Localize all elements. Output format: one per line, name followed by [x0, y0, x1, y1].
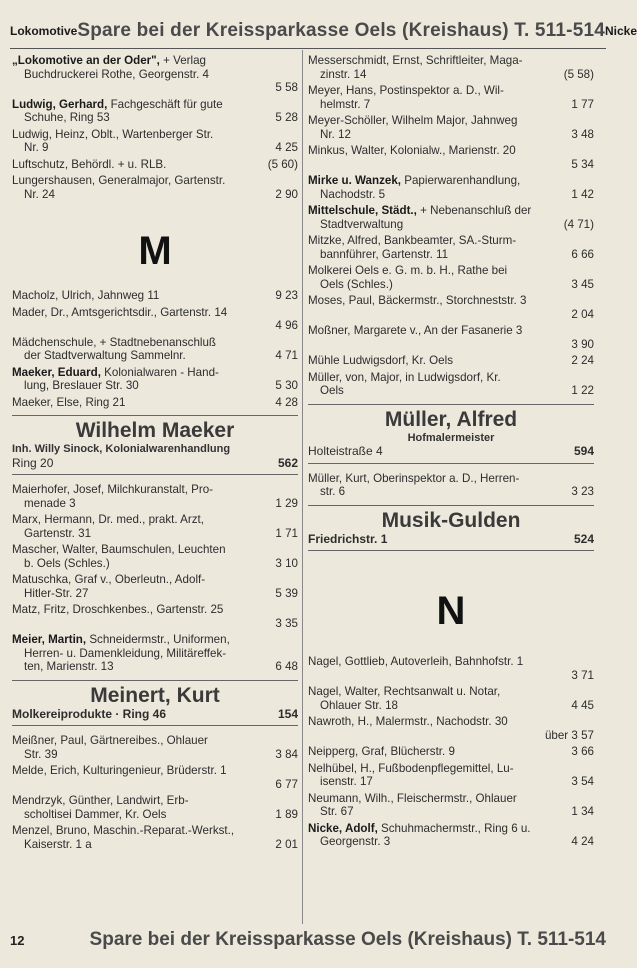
- list-item: Meier, Martin, Schneidermstr., Uniformen, Herren- u. Damenkleidung, Militäreffek- ten, Marienstr. 13 6 48: [12, 633, 298, 673]
- list-item: Neipperg, Graf, Blücherstr. 9 3 66: [308, 745, 594, 758]
- advert-mueller-alfred: [308, 404, 594, 464]
- section-letter-n: N: [436, 589, 466, 633]
- list-item: Macholz, Ulrich, Jahnweg 11 9 23: [12, 289, 298, 302]
- phone-number: 2 01: [275, 837, 298, 851]
- phone-number: (5 58): [563, 67, 594, 81]
- list-item: Mendrzyk, Günther, Landwirt, Erb- scholtisei Dammer, Kr. Oels 1 89: [12, 794, 298, 821]
- advert-address: Ring 20: [12, 455, 54, 470]
- advert-subtitle: Hofmalermeister: [407, 431, 495, 444]
- phone-number: 4 45: [571, 698, 594, 712]
- list-item: Mädchenschule, + Stadtnebenanschluß der Stadtverwaltung Sammelnr. 4 71: [12, 335, 298, 362]
- list-item: Maeker, Else, Ring 21 4 28: [12, 395, 298, 409]
- phone-number: 2 04: [571, 307, 594, 321]
- phone-number: 3 45: [571, 277, 594, 291]
- advert-name: Musik-Gulden: [381, 508, 521, 532]
- phone-number: 154: [277, 706, 298, 721]
- phone-number: 5 28: [275, 111, 298, 124]
- page-number: 12: [10, 932, 25, 948]
- phone-number: 3 57: [571, 728, 594, 742]
- list-item: Müller, von, Major, in Ludwigsdorf, Kr. Oels 1 22: [308, 370, 594, 397]
- phone-number: 1 71: [275, 526, 298, 540]
- advert-address: Holteistraße 4: [308, 444, 383, 458]
- phone-number: 3 90: [571, 337, 594, 351]
- phone-number: (5 60): [267, 157, 298, 171]
- list-item: Melde, Erich, Kulturingenieur, Brüderstr. 1 6 77: [12, 764, 298, 791]
- list-item: Mittelschule, Städt., + Nebenanschluß der Stadtverwaltung (4 71): [308, 204, 594, 231]
- page-header: [10, 14, 637, 49]
- phone-number: 3 71: [571, 668, 594, 682]
- phone-number: 3 48: [571, 127, 594, 141]
- list-item: Neumann, Wilh., Fleischermstr., Ohlauer Str. 67 1 34: [308, 791, 594, 818]
- list-item: Moses, Paul, Bäckermstr., Storchneststr. 3 2 04: [308, 294, 594, 321]
- list-item: Maierhofer, Josef, Milchkuranstalt, Pro- menade 3 1 29: [12, 483, 298, 510]
- list-item: Nelhübel, H., Fußbodenpflegemittel, Lu- isenstr. 17 3 54: [308, 761, 594, 788]
- advert-subtitle: Inh. Willy Sinock, Kolonialwarenhandlung: [12, 443, 231, 455]
- list-item: Maeker, Eduard, Kolonialwaren - Hand- lung, Breslauer Str. 30 5 30: [12, 365, 298, 392]
- right-column: [308, 54, 594, 852]
- phone-number: 562: [277, 455, 298, 470]
- phone-number: 4 25: [275, 141, 298, 154]
- list-item: Molkerei Oels e. G. m. b. H., Rathe bei Oels (Schles.) 3 45: [308, 264, 594, 291]
- phone-number: 2 24: [571, 354, 594, 367]
- list-item: Meyer-Schöller, Wilhelm Major, Jahnweg Nr. 12 3 48: [308, 114, 594, 141]
- phone-number: 524: [573, 531, 594, 546]
- list-item: Mühle Ludwigsdorf, Kr. Oels 2 24: [308, 354, 594, 367]
- column-divider: [302, 50, 303, 924]
- phone-number: 1 34: [571, 805, 594, 818]
- section-letter-m: M: [138, 229, 172, 273]
- phone-number: (4 71): [563, 217, 594, 231]
- phone-number: 5 30: [275, 379, 298, 392]
- advert-musik-gulden: [308, 505, 594, 552]
- list-item: Ludwig, Heinz, Oblt., Wartenberger Str. Nr. 9 4 25: [12, 127, 298, 154]
- list-item: Mader, Dr., Amtsgerichtsdir., Gartenstr. 14 4 96: [12, 305, 298, 332]
- phone-number: 5 39: [275, 586, 298, 600]
- header-advert: Spare bei der Kreissparkasse Oels (Kreishaus) T. 511-514: [77, 20, 605, 41]
- phone-number: 1 77: [571, 97, 594, 111]
- phone-number: 3 23: [571, 485, 594, 498]
- phone-number: 1 29: [275, 496, 298, 510]
- list-item: Minkus, Walter, Kolonialw., Marienstr. 20 5 34: [308, 144, 594, 171]
- phone-number: 4 28: [275, 395, 298, 409]
- phone-number: 594: [573, 444, 594, 458]
- advert-wilhelm-maeker: [12, 415, 298, 475]
- list-item: Nagel, Gottlieb, Autoverleih, Bahnhofstr. 1 3 71: [308, 655, 594, 682]
- list-item: Müller, Kurt, Oberinspektor a. D., Herren- str. 6 3 23: [308, 471, 594, 498]
- phone-number: 3 84: [275, 747, 298, 761]
- list-item: Mascher, Walter, Baumschulen, Leuchten b. Oels (Schles.) 3 10: [12, 543, 298, 570]
- advert-name: Meinert, Kurt: [90, 683, 220, 707]
- advert-name: Wilhelm Maeker: [75, 419, 235, 442]
- list-item: Nawroth, H., Malermstr., Nachodstr. 30 über 3 57: [308, 715, 594, 742]
- list-item: Mitzke, Alfred, Bankbeamter, SA.-Sturm- bannführer, Gartenstr. 11 6 66: [308, 234, 594, 261]
- list-item: Ludwig, Gerhard, Fachgeschäft für gute Schuhe, Ring 53 5 28: [12, 97, 298, 124]
- phone-number: 3 54: [571, 775, 594, 788]
- list-item: Matuschka, Graf v., Oberleutn., Adolf- Hitler-Str. 27 5 39: [12, 573, 298, 600]
- phone-number: 4 96: [275, 319, 298, 332]
- phone-number: 4 24: [571, 835, 594, 848]
- phone-number: 3 10: [275, 556, 298, 570]
- phone-number: 6 66: [571, 247, 594, 261]
- phone-number: 1 42: [571, 187, 594, 201]
- phone-number: 1 89: [275, 807, 298, 821]
- advert-name: Müller, Alfred: [384, 407, 518, 431]
- list-item: Moßner, Margarete v., An der Fasanerie 3 3 90: [308, 324, 594, 351]
- list-item: Luftschutz, Behördl. + u. RLB. (5 60): [12, 157, 298, 171]
- advert-address: Friedrichstr. 1: [308, 531, 388, 546]
- list-item: Marx, Hermann, Dr. med., prakt. Arzt, Gartenstr. 31 1 71: [12, 513, 298, 540]
- list-item: Nagel, Walter, Rechtsanwalt u. Notar, Ohlauer Str. 18 4 45: [308, 685, 594, 712]
- left-column: [12, 54, 298, 854]
- phone-number: 3 66: [571, 745, 594, 758]
- list-item: Lungershausen, Generalmajor, Gartenstr. Nr. 24 2 90: [12, 174, 298, 201]
- phone-number: 6 48: [275, 660, 298, 673]
- list-item: Nicke, Adolf, Schuhmachermstr., Ring 6 u. Georgenstr. 3 4 24: [308, 821, 594, 848]
- header-first-entry: Lokomotive: [10, 24, 78, 38]
- list-item: Matz, Fritz, Droschkenbes., Gartenstr. 25 3 35: [12, 603, 298, 630]
- phone-number: 9 23: [275, 289, 298, 302]
- phone-number: 2 90: [275, 187, 298, 201]
- phone-number: 3 35: [275, 616, 298, 630]
- list-item: Messerschmidt, Ernst, Schriftleiter, Maga- zinstr. 14 (5 58): [308, 54, 594, 81]
- phone-number: 5 58: [275, 81, 298, 94]
- list-item: Meyer, Hans, Postinspektor a. D., Wil- helmstr. 7 1 77: [308, 84, 594, 111]
- list-item: Mirke u. Wanzek, Papierwarenhandlung, Nachodstr. 5 1 42: [308, 174, 594, 201]
- page-footer: [10, 928, 606, 952]
- list-item: Meißner, Paul, Gärtnereibes., Ohlauer Str. 39 3 84: [12, 734, 298, 761]
- phone-number: 4 71: [275, 349, 298, 362]
- advert-address: Molkereiprodukte · Ring 46: [12, 706, 167, 721]
- advert-meinert-kurt: [12, 680, 298, 727]
- list-item: Menzel, Bruno, Maschin.-Reparat.-Werkst., Kaiserstr. 1 a 2 01: [12, 824, 298, 851]
- phone-number: 5 34: [571, 157, 594, 171]
- phone-number: 1 22: [571, 384, 594, 397]
- list-item: „Lokomotive an der Oder", + Verlag Buchdruckerei Rothe, Georgenstr. 4 5 58: [12, 54, 298, 94]
- header-last-entry: Nicke: [605, 24, 637, 38]
- phone-number: 6 77: [275, 777, 298, 791]
- footer-advert: Spare bei der Kreissparkasse Oels (Kreishaus) T. 511-514: [89, 929, 606, 950]
